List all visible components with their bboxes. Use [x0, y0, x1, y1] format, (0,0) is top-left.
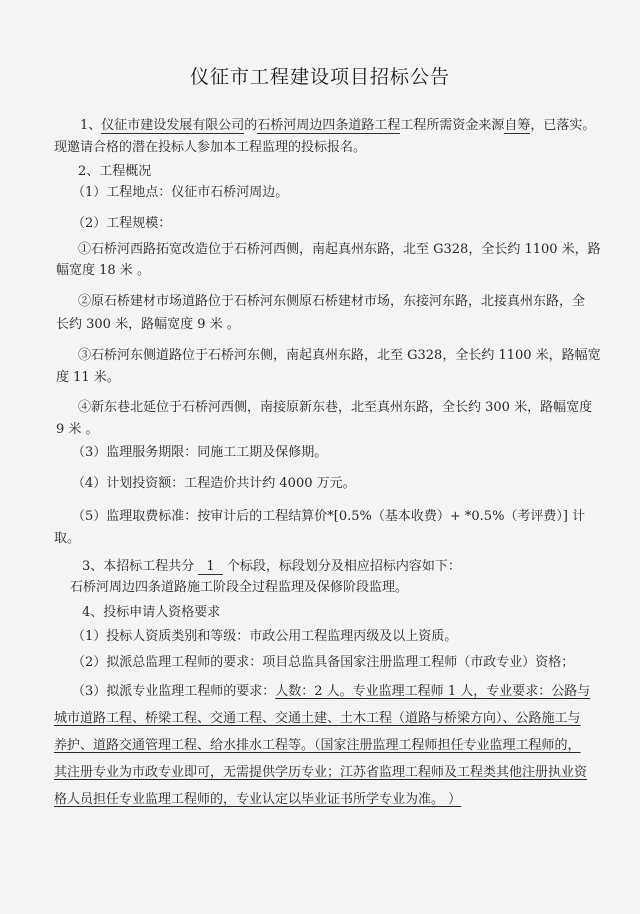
- intro-end: ，已落实。: [530, 118, 596, 133]
- qualification-3-line-5: 格人员担任专业监理工程师的，专业认定以毕业证书所学专业为准。 ）: [54, 792, 462, 807]
- intro-line-1: [80, 116, 595, 136]
- scale-heading: （2）工程规模：: [72, 216, 172, 231]
- intro-line-2: 现邀请合格的潜在投标人参加本工程监理的投标报名。: [54, 140, 367, 155]
- fee-standard-line-2: 取。: [54, 531, 81, 546]
- scale-item-4-line-1: ④新东巷北延位于石桥河西侧，南接原新东巷，北至真州东路，全长约 300 米，路幅宽度: [78, 400, 593, 415]
- intro-de: 的: [244, 118, 258, 133]
- section3-prefix: 3、本招标工程共分: [82, 559, 195, 574]
- section3-suffix: 个标段，标段划分及相应招标内容如下：: [226, 559, 461, 574]
- fee-standard-line-1: （5）监理取费标准：按审计后的工程结算价*[0.5%（基本收费）+ *0.5%（考评费）] 计: [72, 509, 586, 524]
- intro-mid: 工程所需资金来源: [400, 118, 505, 133]
- qualification-2: （2）拟派总监理工程师的要求：项目总监具备国家注册监理工程师（市政专业）资格；: [72, 655, 575, 670]
- scale-item-4-line-2: 9 米 。: [56, 422, 99, 437]
- service-period: （3）监理服务期限：同施工工期及保修期。: [72, 445, 328, 460]
- section3-line-1: [82, 557, 461, 577]
- scale-item-3-line-1: ③石桥河东侧道路位于石桥河东侧，南起真州东路，北至 G328，全长约 1100 米，路幅宽: [78, 348, 601, 363]
- fund-source: 自筹: [504, 118, 531, 133]
- qualification-3-prefix: （3）拟派专业监理工程师的要求：: [72, 684, 276, 699]
- intro-prefix: 1、: [80, 118, 102, 133]
- qualification-3-line-1: [72, 682, 590, 702]
- qualification-3-requirement: 人数：2 人。专业监理工程师 1 人，专业要求：公路与: [275, 684, 591, 699]
- qualification-3-line-2: 城市道路工程、桥梁工程、交通工程、交通土建、土木工程（道路与桥梁方向）、公路施工与: [54, 711, 581, 726]
- planned-investment: （4）计划投资额：工程造价共计约 4000 万元。: [72, 476, 356, 491]
- tenderer-name: 仪征市建设发展有限公司: [101, 118, 245, 133]
- qualification-3-line-3: 养护、道路交通管理工程、给水排水工程等。（国家注册监理工程师担任专业监理工程师的，: [54, 738, 581, 753]
- project-location: （1）工程地点：仪征市石桥河周边。: [72, 185, 289, 200]
- qualification-heading: 4、投标申请人资格要求: [82, 605, 221, 620]
- section-count: 1: [198, 559, 222, 575]
- qualification-3-line-4: 其注册专业为市政专业即可，无需提供学历专业；江苏省监理工程师及工程类其他注册执业资: [54, 765, 588, 780]
- scale-item-1-line-2: 幅宽度 18 米 。: [56, 263, 150, 278]
- section3-line-2: 石桥河周边四条道路施工阶段全过程监理及保修阶段监理。: [70, 580, 409, 595]
- qualification-1: （1）投标人资质类别和等级：市政公用工程监理丙级及以上资质。: [72, 629, 458, 644]
- overview-heading: 2、工程概况: [78, 164, 152, 179]
- scale-item-2-line-1: ②原石桥建材市场道路位于石桥河东侧原石桥建材市场，东接河东路，北接真州东路，全: [78, 294, 586, 309]
- project-name: 石桥河周边四条道路工程: [257, 118, 401, 133]
- scale-item-2-line-2: 长约 300 米，路幅宽度 9 米 。: [56, 317, 240, 332]
- scale-item-3-line-2: 度 11 米。: [56, 370, 120, 385]
- document-title: 仪征市工程建设项目招标公告: [189, 66, 450, 88]
- scale-item-1-line-1: ①石桥河西路拓宽改造位于石桥河西侧，南起真州东路，北至 G328，全长约 1100 米，路: [78, 242, 601, 257]
